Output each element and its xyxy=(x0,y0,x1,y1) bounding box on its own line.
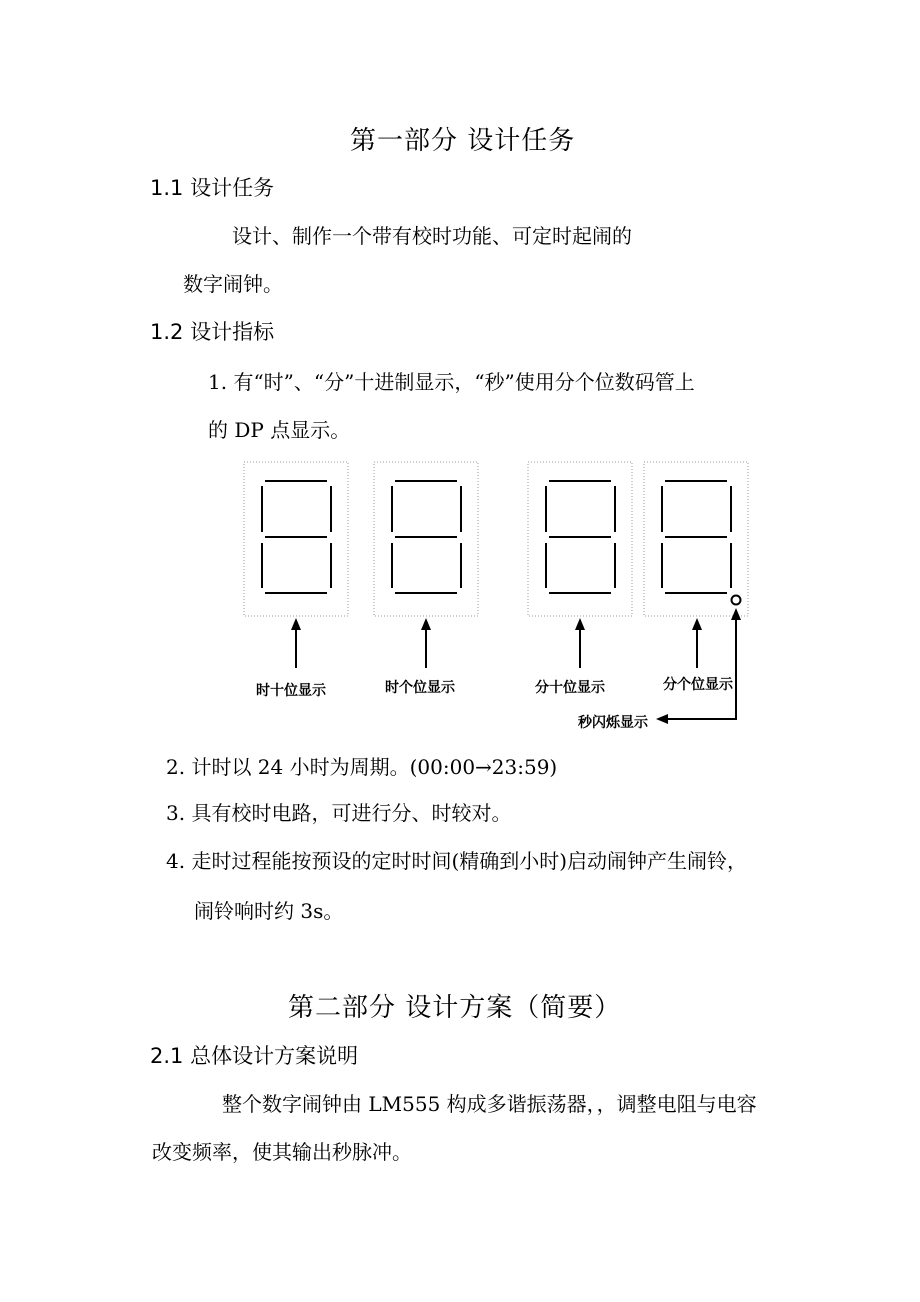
label-minute-units: 分个位显示 xyxy=(663,677,733,693)
digit-hour-units xyxy=(374,462,478,616)
spec-item-1-line2: 的 DP 点显示。 xyxy=(208,418,351,442)
digit-minute-units xyxy=(644,462,748,616)
spec-item-3: 3. 具有校时电路，可进行分、时较对。 xyxy=(166,801,512,825)
label-hour-tens: 时十位显示 xyxy=(256,683,326,699)
label-hour-units: 时个位显示 xyxy=(385,680,455,696)
section-1-1-heading: 1.1 设计任务 xyxy=(150,176,275,200)
label-minute-tens: 分十位显示 xyxy=(535,680,605,696)
label-arrows xyxy=(291,618,702,668)
section-1-2-heading: 1.2 设计指标 xyxy=(150,320,275,344)
spec-item-4-line1: 4. 走时过程能按预设的定时时间(精确到小时)启动闹钟产生闹铃， xyxy=(166,849,748,873)
digit-minute-tens xyxy=(528,462,632,616)
spec-item-1-line1: 1. 有“时”、“分”十进制显示，“秒”使用分个位数码管上 xyxy=(208,370,695,394)
section-1-1-text-line1: 设计、制作一个带有校时功能、可定时起闹的 xyxy=(232,224,632,248)
section-1-1-text-line2: 数字闹钟。 xyxy=(183,272,283,296)
spec-item-2: 2. 计时以 24 小时为周期。(00:00→23:59) xyxy=(166,755,558,779)
dp-point xyxy=(732,596,741,605)
section-2-1-heading: 2.1 总体设计方案说明 xyxy=(150,1044,359,1068)
part2-title: 第二部分 设计方案（简要） xyxy=(288,993,622,1023)
label-second-dp: 秒闪烁显示 xyxy=(578,715,648,731)
digit-hour-tens xyxy=(244,462,348,616)
section-2-1-text-line2: 改变频率，使其输出秒脉冲。 xyxy=(152,1140,412,1164)
spec-item-4-line2: 闹铃响时约 3s。 xyxy=(194,899,344,923)
part1-title: 第一部分 设计任务 xyxy=(350,126,576,156)
section-2-1-text-line1: 整个数字闹钟由 LM555 构成多谐振荡器，，调整电阻与电容 xyxy=(222,1092,757,1116)
